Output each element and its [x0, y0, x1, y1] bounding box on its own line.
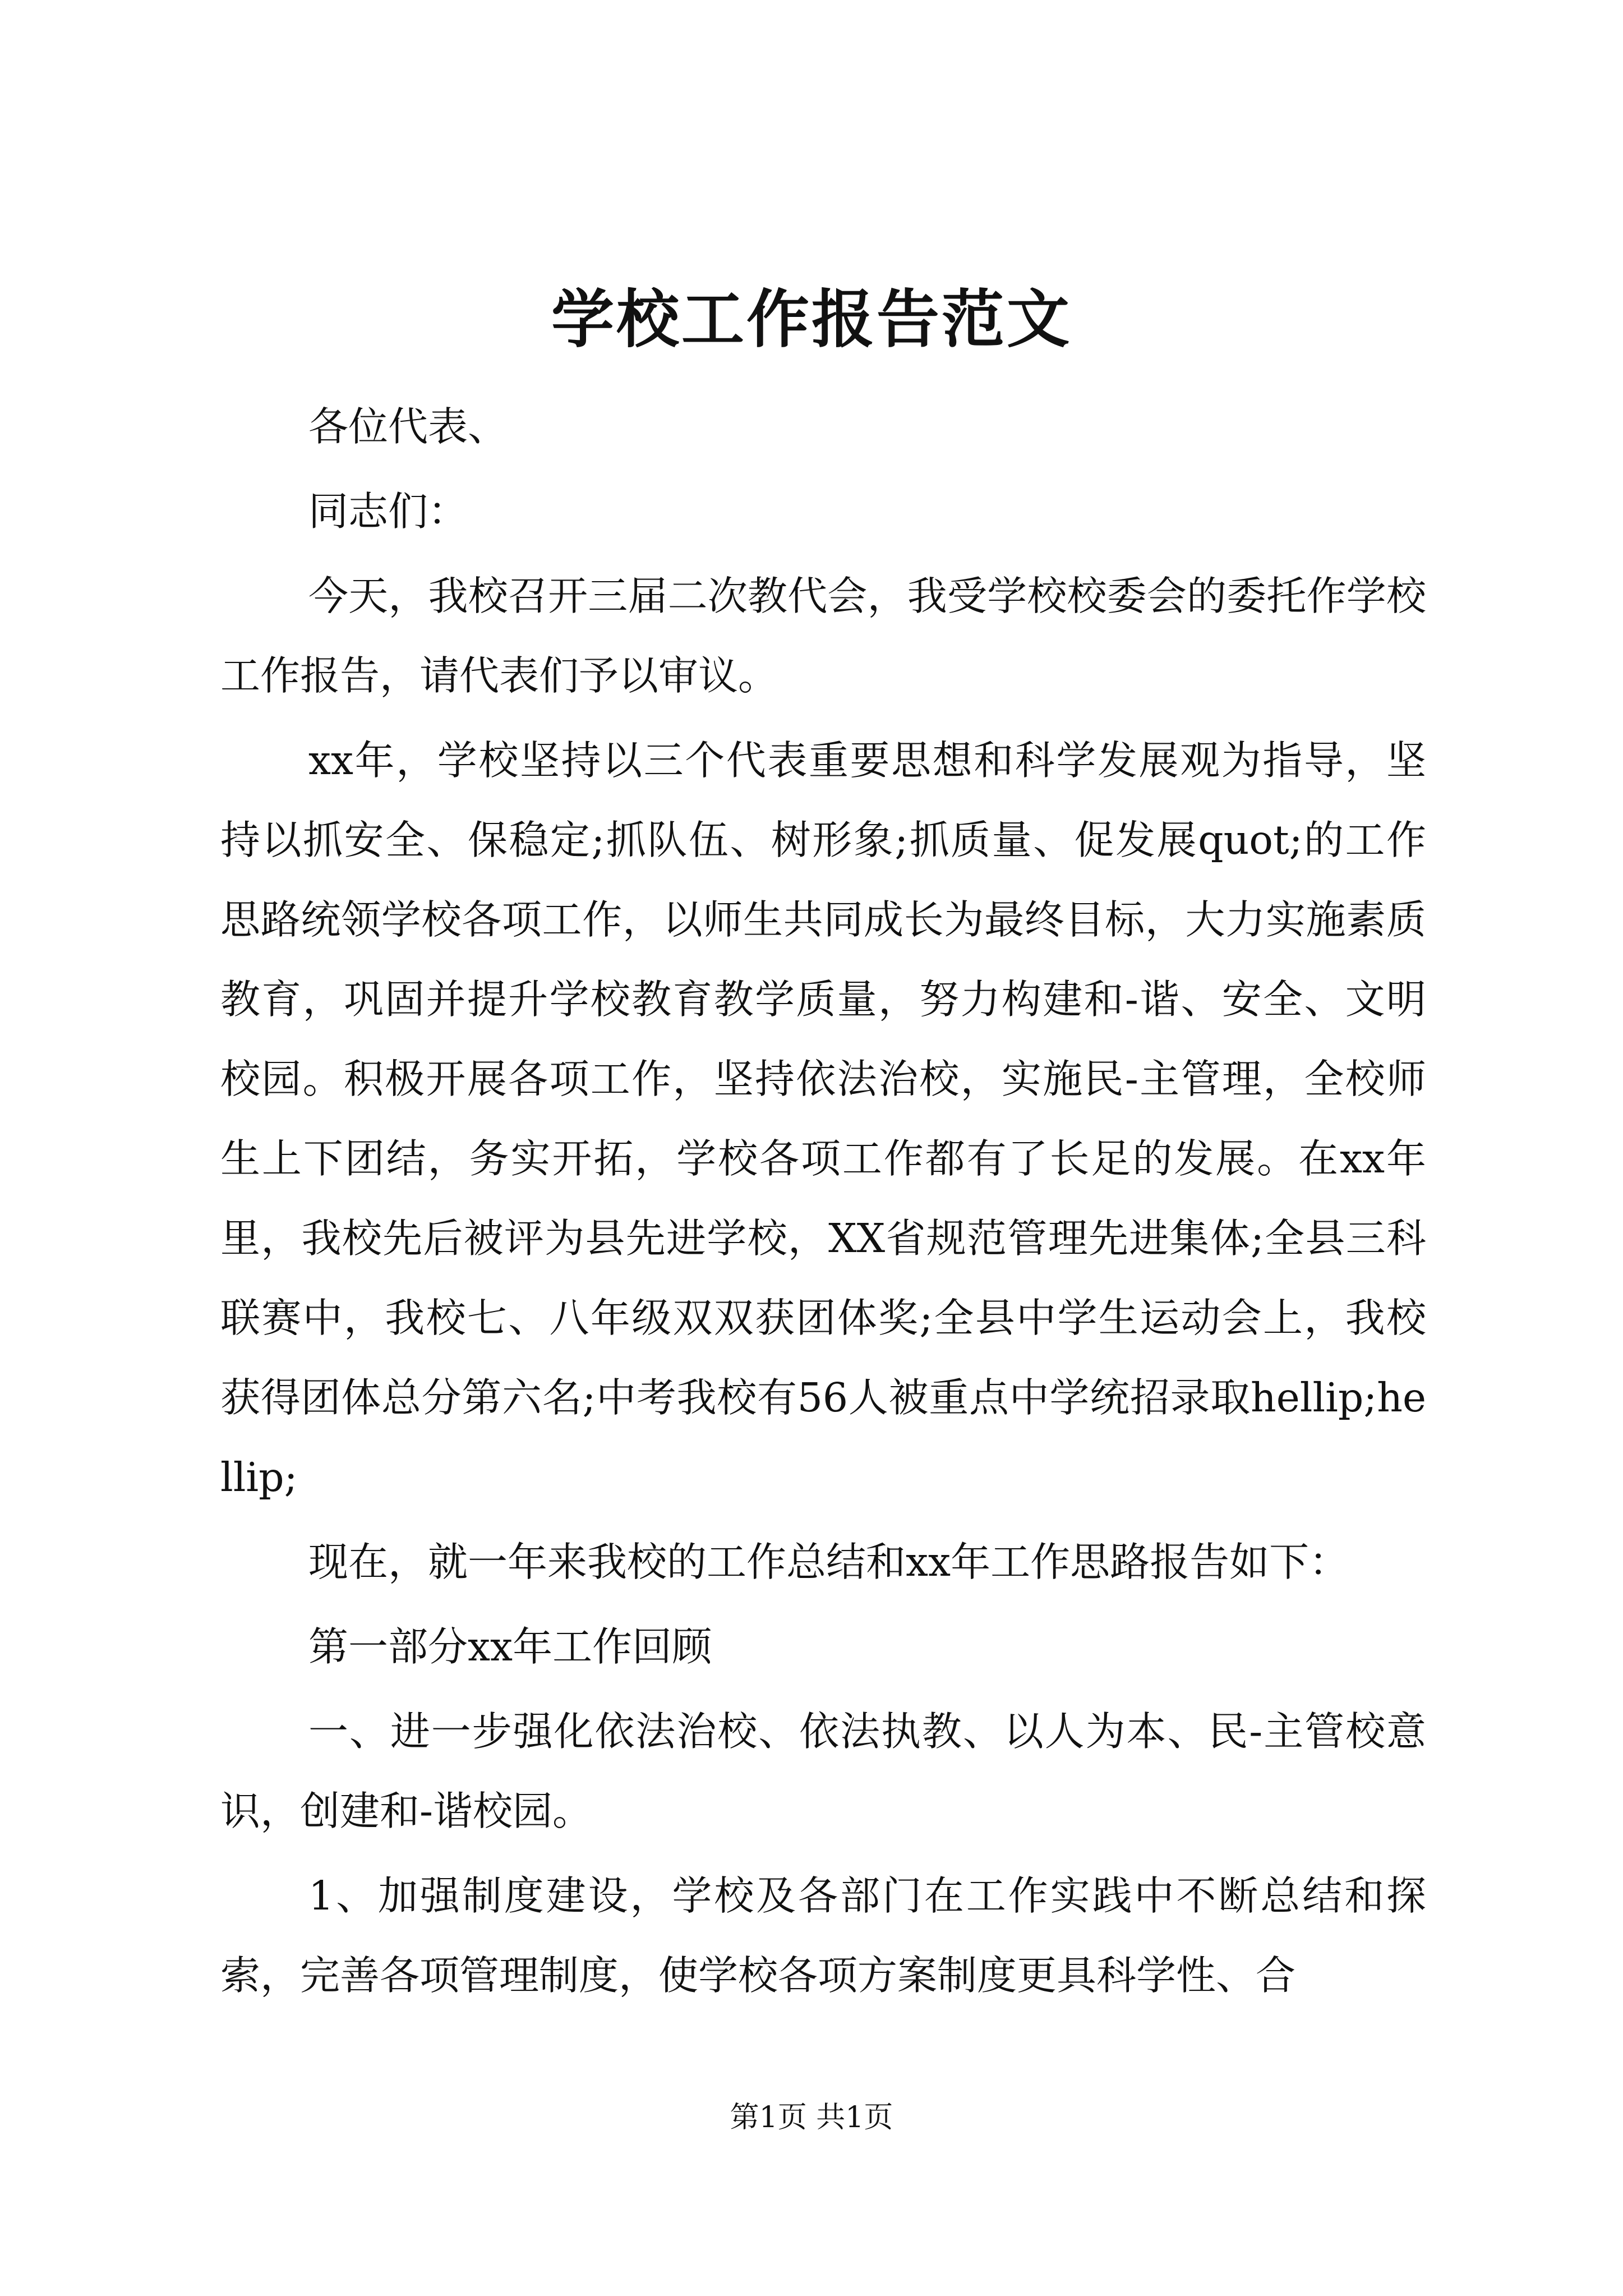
subsection-heading: 一、进一步强化依法治校、依法执教、以人为本、民-主管校意识，创建和-谐校园。 — [220, 1708, 1426, 1834]
salutation-line-2: 同志们： — [308, 488, 468, 535]
document-title: 学校工作报告范文 — [551, 283, 1072, 356]
document-body — [220, 387, 1426, 2021]
salutation-line-1: 各位代表、 — [308, 403, 508, 450]
intro-paragraph: 今天，我校召开三届二次教代会，我受学校校委会的委托作学校工作报告，请代表们予以审议。 — [220, 573, 1426, 699]
item-paragraph: 1、加强制度建设，学校及各部门在工作实践中不断总结和探索，完善各项管理制度，使学校各项方案制度更具科学性、合 — [220, 1872, 1426, 1999]
section-heading: 第一部分xx年工作回顾 — [308, 1623, 712, 1670]
report-intro-paragraph: 现在，就一年来我校的工作总结和xx年工作思路报告如下： — [308, 1539, 1349, 1585]
summary-paragraph: xx年，学校坚持以三个代表重要思想和科学发展观为指导，坚持以抓安全、保稳定;抓队伍、树形象;抓质量、促发展quot;的工作思路统领学校各项工作，以师生共同成长为最终目标，大力实施素质教育，巩固并提升学校教育教学质量，努力构建和-谐、安全、文明校园。积极开展各项工作，坚持依法治校，实施民-主管理，全校师生上下团结，务实开拓，学校各项工作都有了长足的发展。在xx年里，我校先后被评为县先进学校，XX省规范管理先进集体;全县三科联赛中，我校七、八年级双双获团体奖;全县中学生运动会上，我校获得团体总分第六名;中考我校有56人被重点中学统招录取hellip;hellip; — [220, 737, 1426, 1501]
page-footer: 第1页 共1页 — [730, 2101, 893, 2134]
